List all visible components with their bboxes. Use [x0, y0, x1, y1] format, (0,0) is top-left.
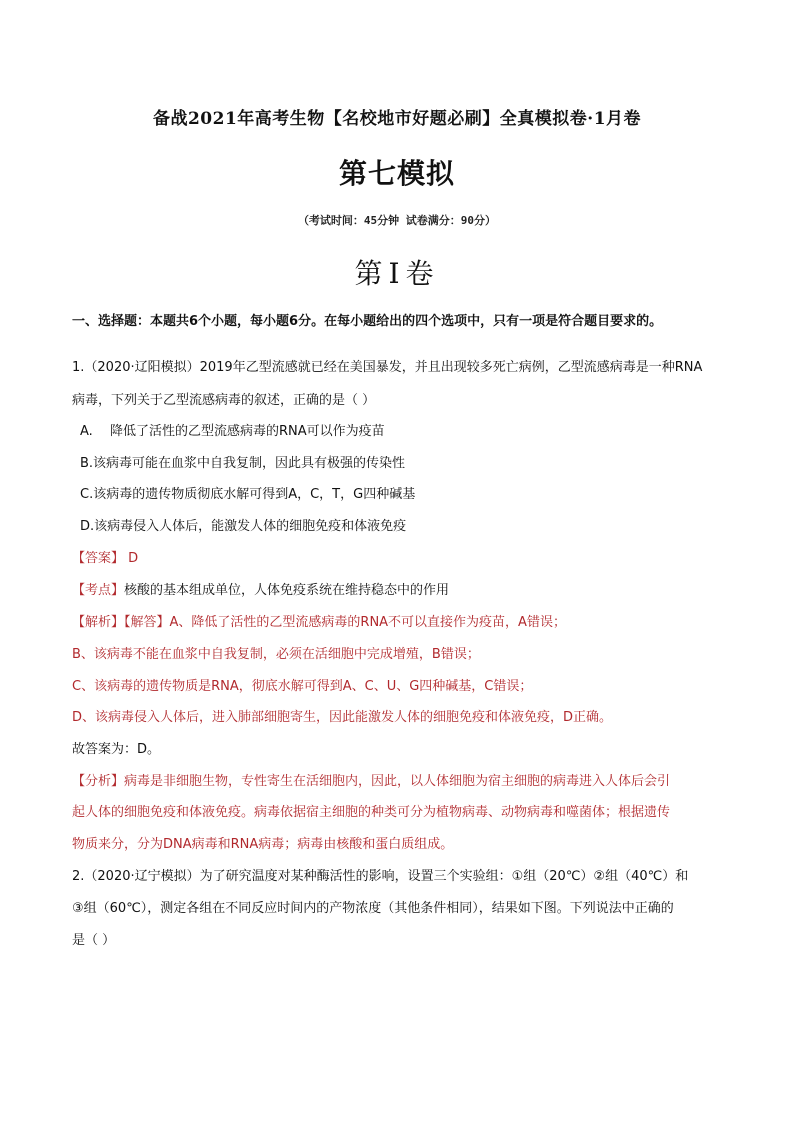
q2-stem-line2: ③组（60℃），测定各组在不同反应时间内的产物浓度（其他条件相同），结果如下图。下列说法中正确的 — [72, 901, 674, 916]
q1-jiexi-b: B、该病毒不能在血浆中自我复制，必须在活细胞中完成增殖，B错误； — [72, 647, 480, 662]
kaodian-label: 【考点】 — [72, 583, 125, 598]
q1-option-d: D.该病毒侵入人体后，能激发人体的细胞免疫和体液免疫 — [80, 519, 407, 534]
exam-supertitle: 备战2021年高考生物【名校地市好题必刷】全真模拟卷·1月卷 — [152, 109, 642, 129]
q1-jiexi-c: C、该病毒的遗传物质是RNA，彻底水解可得到A、C、U、G四种碱基，C错误； — [72, 679, 533, 694]
q2-stem-line1: 2.（2020·辽宁模拟）为了研究温度对某种酶活性的影响，设置三个实验组：①组（20℃）②组（40℃）和 — [72, 869, 689, 884]
kaodian-text: 核酸的基本组成单位，人体免疫系统在维持稳态中的作用 — [124, 583, 450, 598]
q1-conclusion: 故答案为：D。 — [72, 742, 161, 757]
q2-stem-line3: 是（ ） — [72, 933, 116, 948]
answer-value: D — [128, 551, 139, 566]
q1-option-c: C.该病毒的遗传物质彻底水解可得到A，C，T，G四种碱基 — [80, 487, 416, 502]
q1-jiexi-d: D、该病毒侵入人体后，进入肺部细胞寄生，因此能激发人体的细胞免疫和体液免疫，D正确。 — [72, 710, 613, 725]
jiexi-label: 【解析】【解答】 — [72, 615, 170, 630]
q1-fenxi-line3: 物质来分，分为DNA病毒和RNA病毒；病毒由核酸和蛋白质组成。 — [72, 837, 454, 852]
q1-option-a-letter: A. — [80, 424, 93, 439]
fenxi-label: 【分析】 — [72, 774, 125, 789]
exam-info: （考试时间：45分钟 试卷满分：90分） — [297, 214, 497, 227]
q1-stem-line2: 病毒，下列关于乙型流感病毒的叙述，正确的是（ ） — [72, 393, 376, 408]
q1-option-a-text: 降低了活性的乙型流感病毒的RNA可以作为疫苗 — [110, 424, 385, 439]
section-instruction: 一、选择题：本题共6个小题，每小题6分。在每小题给出的四个选项中，只有一项是符合题目要求的。 — [72, 314, 663, 329]
q1-option-a — [80, 422, 740, 442]
jiexi-a-text: A、降低了活性的乙型流感病毒的RNA不可以直接作为疫苗，A错误； — [169, 615, 566, 630]
q1-kaodian — [72, 581, 732, 601]
q1-fenxi-line2: 起人体的细胞免疫和体液免疫。病毒依据宿主细胞的种类可分为植物病毒、动物病毒和噬菌体；根据遗传 — [72, 805, 671, 820]
q1-answer — [72, 549, 732, 569]
q1-fenxi-line1 — [72, 772, 732, 792]
q1-jiexi-a — [72, 613, 732, 633]
answer-label: 【答案】 — [72, 551, 125, 566]
volume-title: 第Ⅰ卷 — [354, 257, 440, 290]
q1-stem-line1: 1.（2020·辽阳模拟）2019年乙型流感就已经在美国暴发，并且出现较多死亡病例，乙型流感病毒是一种RNA — [72, 360, 703, 375]
fenxi-line1-text: 病毒是非细胞生物，专性寄生在活细胞内，因此，以人体细胞为宿主细胞的病毒进入人体后会引 — [124, 774, 671, 789]
page-title: 第七模拟 — [338, 157, 455, 190]
q1-option-b: B.该病毒可能在血浆中自我复制，因此具有极强的传染性 — [80, 456, 406, 471]
